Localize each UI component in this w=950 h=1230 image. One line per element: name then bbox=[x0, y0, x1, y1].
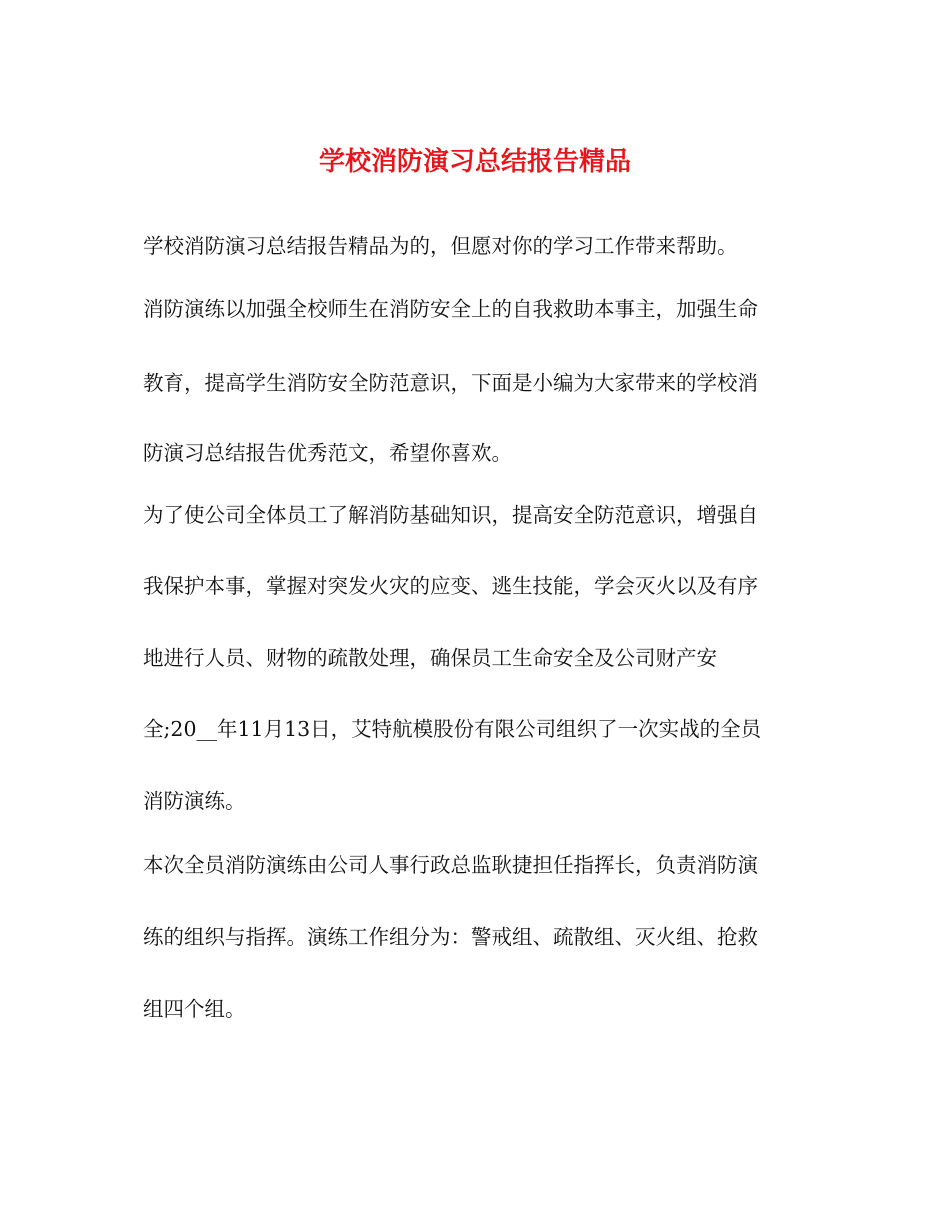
paragraph-2-line-1: 为了使公司全体员工了解消防基础知识，提高安全防范意识，增强自 bbox=[143, 503, 758, 527]
paragraph-2-line-4: 全;20__年11月13日，艾特航模股份有限公司组织了一次实战的全员 bbox=[143, 717, 762, 741]
paragraph-2-line-5: 消防演练。 bbox=[143, 789, 246, 813]
paragraph-3-line-3: 组四个组。 bbox=[143, 997, 246, 1021]
paragraph-2-line-2: 我保护本事，掌握对突发火灾的应变、逃生技能，学会灭火以及有序 bbox=[143, 574, 758, 598]
paragraph-1-line-3: 防演习总结报告优秀范文，希望你喜欢。 bbox=[143, 441, 512, 465]
paragraph-3-line-1: 本次全员消防演练由公司人事行政总监耿捷担任指挥长，负责消防演 bbox=[143, 853, 758, 877]
intro-line-1: 学校消防演习总结报告精品为的，但愿对你的学习工作带来帮助。 bbox=[143, 234, 738, 258]
paragraph-1-line-2: 教育，提高学生消防安全防范意识，下面是小编为大家带来的学校消 bbox=[143, 371, 758, 395]
document-title: 学校消防演习总结报告精品 bbox=[318, 147, 631, 177]
paragraph-3-line-2: 练的组织与指挥。演练工作组分为：警戒组、疏散组、灭火组、抢救 bbox=[143, 925, 758, 949]
paragraph-1-line-1: 消防演练以加强全校师生在消防安全上的自我救助本事主，加强生命 bbox=[143, 297, 758, 321]
paragraph-2-line-3: 地进行人员、财物的疏散处理，确保员工生命安全及公司财产安 bbox=[143, 646, 717, 670]
